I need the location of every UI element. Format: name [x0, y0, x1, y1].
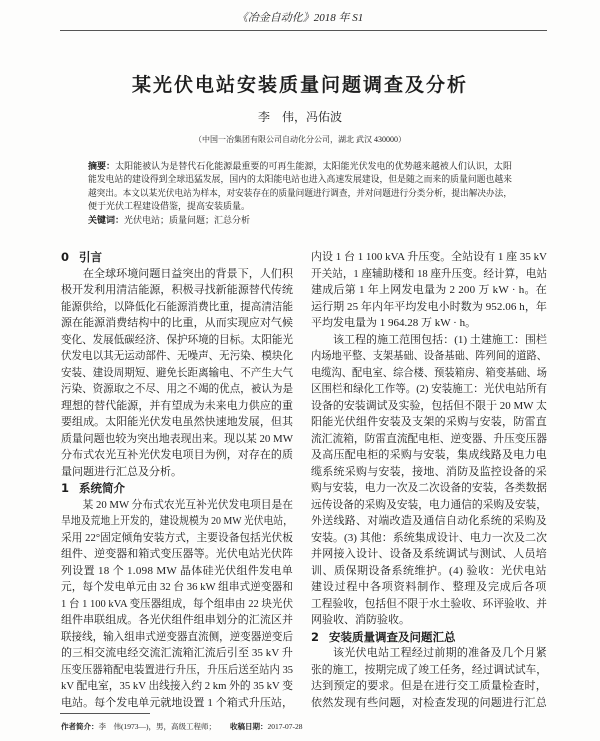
text-line: 伏发电以其无运动部件、无噪声、无污染、模块化: [61, 350, 293, 362]
text-line: 变化、发展低碳经济、保护环境的目标。太阳能光: [61, 333, 293, 346]
text-line: 缆系统采购与安装，接地、消防及监控设备的采: [311, 465, 547, 478]
text-line: 极开发利用清洁能源，积极寻找新能源替代传统: [61, 284, 293, 296]
text-line: 内场地平整、支架基础、设备基础、阵列间的道路、: [311, 350, 547, 362]
author-bio-text: 李 伟(1973—)，男，高级工程师；: [98, 722, 216, 731]
section-title: 安装质量调查及问题汇总: [329, 629, 456, 644]
paper-title: 某光伏电站安装质量问题调查及分析: [131, 74, 468, 96]
text-line: 设备的安装调试及实验，包括但不限于 20 MW 太: [311, 399, 547, 412]
text-line: 组件、逆变器和箱式变压器等。光伏电站光伏阵: [61, 548, 293, 560]
text-line: kV 配电室，35 kV 出线接入约 2 km 外的 35 kV 变: [61, 680, 293, 692]
paragraph-continued: [311, 249, 547, 332]
paragraph: [311, 645, 547, 711]
text-line: 列设置 18 个 1.098 MW 晶体硅光伏组件发电单: [61, 564, 293, 577]
abstract-label: 摘要：: [88, 162, 116, 172]
section-heading: [61, 480, 293, 497]
keywords-line: [88, 214, 512, 227]
section-title: 引言: [79, 250, 103, 264]
text-line: 内设 1 台 1 100 kVA 升压变。全站设有 1 座 35 kV: [311, 251, 547, 263]
text-line: 分布式农光互补光伏发电项目为例，对存在的质: [61, 449, 293, 461]
text-line: 联接线，输入组串式逆变器直流侧，逆变器逆变后: [61, 630, 293, 643]
text-line: 流汇流箱，防雷直流配电柜、逆变器、升压变压器: [311, 432, 547, 445]
left-column: [61, 249, 293, 711]
text-line: 1 台 1 100 kVA 变压器组成，每个组串由 22 块光伏: [61, 597, 293, 610]
author-list: 李 伟，冯佑波: [257, 110, 342, 124]
text-line: 区围栏和绿化工作等。(2) 安装施工：光伏电站所有: [311, 383, 547, 395]
section-heading: [61, 249, 293, 266]
text-line: 张的施工，按期完成了竣工任务，经过调试试车，: [311, 663, 547, 676]
text-line: 要组成。太阳能光伏发电虽然快速地发展，但其: [61, 416, 293, 428]
text-line: 建设过程中各项资料制作、整理及完成后各项: [311, 581, 547, 593]
section-title: 系统简介: [79, 481, 126, 495]
text-line: 压变压器箱配电装置进行升压，升压后送至站内 35: [61, 663, 293, 676]
text-line: 理想的替代能源，并有望成为未来电力供应的重: [61, 399, 293, 412]
text-line: 平均发电量为 1 964.28 万 kW · h。: [311, 317, 477, 329]
abstract-block: [88, 160, 512, 227]
text-line: 能源供给，以降低化石能源消费比重，提高清洁能: [61, 300, 293, 313]
text-line: 某 20 MW 分布式农光互补光伏发电项目是在: [82, 498, 293, 511]
text-line: 旱地及荒地上开发的，建设规模为 20 MW 光伏电站，: [61, 515, 293, 527]
text-line: 购与安装，电力一次及二次设备的安装，各类数据: [311, 482, 547, 494]
author-affiliation: （中国一冶集团有限公司自动化分公司，湖北 武汉 430000）: [194, 135, 406, 144]
right-column: [311, 249, 547, 711]
abstract-line: [88, 160, 512, 173]
text-line: 安装、建设周期短、避免长距离输电、不产生大气: [61, 366, 293, 379]
text-line: 源在能源消费结构中的比重，从而实现应对气候: [61, 317, 293, 329]
section-number: 1: [61, 481, 70, 495]
abstract-line: 越突出。本文以某光伏电站为样本，对安装存在的质量问题进行调查，并对问题进行分类分析，提出解决办法，: [88, 187, 512, 198]
text-line: 并网接入设计、设备及系统调试与测试、人员培: [311, 548, 547, 560]
author-bio-label: 作者简介：: [61, 722, 99, 731]
text-line: 电缆沟、配电室、综合楼、预装箱房、箱变基础、场: [311, 366, 547, 379]
keywords-label: 关键词：: [88, 215, 125, 226]
text-line: 的三相交流电经交流汇流箱汇流后引至 35 kV 升: [61, 647, 293, 659]
text-line: 及高压配电柜的采购与安装，集成线路及电力电: [311, 449, 547, 461]
footnote: [61, 721, 303, 733]
text-line: 建成后第 1 年上网发电量为 2 200 万 kW · h。在: [311, 284, 547, 296]
text-line: 远传设备的采购及安装，电力通信的采购及安装，: [311, 498, 547, 511]
text-line: 训、质保期设备系统维护。(4) 验收：光伏电站: [311, 564, 547, 577]
text-line: 工程验收，包括但不限于水土验收、环评验收、并: [311, 597, 547, 610]
text-line: 运行期 25 年内年平均发电小时数为 952.06 h，年: [311, 300, 547, 313]
text-line: 安装。(3) 其他：系统集成设计、电力一次及二次: [311, 531, 547, 544]
text-line: 组件串联组成。各光伏组件组串划分的汇流区并: [61, 614, 293, 626]
received-date-label: 收稿日期：: [230, 722, 268, 731]
text-line: 元，每个发电单元由 32 台 36 kW 组串式逆变器和: [61, 581, 293, 593]
header-rule: [60, 30, 547, 31]
text-line: 达到预定的要求。但是在进行交工质量检查时，: [311, 680, 547, 692]
text-line: 外送线路、对端改造及通信自动化系统的采购及: [311, 515, 547, 527]
text-line: 阳能光伏组件安装及支架的采购与安装，防雷直: [311, 416, 547, 428]
text-line: 电站。每个发电单元就地设置 1 个箱式升压站，: [61, 696, 293, 709]
text-line: 质量问题也较为突出地表现出来。现以某 20 MW: [61, 432, 293, 445]
keywords-text: 光伏电站；质量问题；汇总分析: [124, 214, 251, 225]
running-header: 《冶金自动化》2018 年 S1: [236, 12, 364, 24]
abstract-line: 便于光伏工程建设借鉴，提高安装质量。: [88, 201, 251, 212]
paragraph: [311, 332, 547, 629]
text-line: 采用 22°固定倾角安装方式，主要设备包括光伏板: [61, 531, 293, 544]
section-number: 2: [311, 629, 320, 644]
text-line: 在全球环境问题日益突出的背景下，人们积: [83, 267, 293, 280]
footnote-rule: [60, 713, 150, 714]
section-heading: [311, 629, 547, 646]
abstract-line: 能发电站的建设得到全球迅猛发展，国内的太阳能电站也进入高速发展建设，但是随之而来的质量问题也越来: [88, 174, 512, 185]
abstract-text: 太阳能被认为是替代石化能源最重要的可再生能源，太阳能光伏发电的优势越来越被人们认识，太阳: [115, 161, 512, 171]
text-line: 该光伏电站工程经过前期的准备及几个月紧: [333, 647, 547, 659]
text-line: 依然发现有些问题，对检查发现的问题进行汇总: [311, 696, 547, 709]
text-line: 该工程的施工范围包括：(1) 土建施工：围栏: [333, 333, 547, 346]
paragraph: [61, 266, 293, 481]
text-line: 污染、资源取之不尽、用之不竭的优点，被认为是: [61, 383, 293, 395]
text-line: 网验收、消防验收。: [311, 614, 410, 626]
received-date: 2017-07-28: [267, 722, 303, 731]
paragraph: [61, 497, 293, 712]
text-line: 开关站，1 座辅助楼和 18 座升压变。经计算，电站: [311, 267, 547, 280]
text-line: 量问题进行汇总及分析。: [61, 465, 182, 478]
section-number: 0: [61, 250, 70, 264]
